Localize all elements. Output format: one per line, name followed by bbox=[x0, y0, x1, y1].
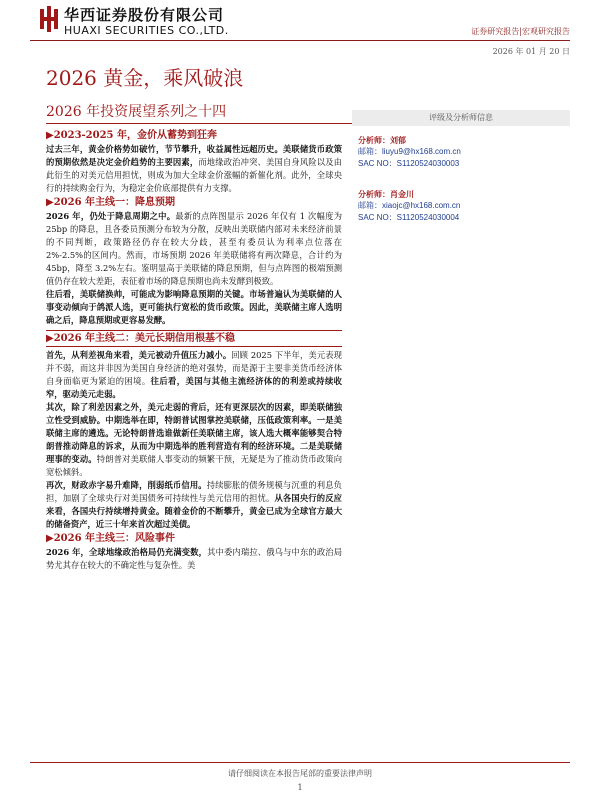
email-label: 邮箱： bbox=[358, 147, 382, 156]
analyst-sac-number: SAC NO：S1120524030003 bbox=[358, 159, 460, 168]
report-type: 证券研究报告|宏观研究报告 bbox=[471, 27, 570, 36]
company-name-cn: 华西证券股份有限公司 bbox=[64, 6, 225, 24]
footer-divider bbox=[30, 762, 570, 763]
report-title: 2026 黄金，乘风破浪 bbox=[46, 66, 244, 90]
analyst-card bbox=[358, 134, 568, 170]
analyst-email-link[interactable]: xiaojc@hx168.com.cn bbox=[382, 201, 461, 210]
page-number: 1 bbox=[297, 783, 303, 792]
header-divider bbox=[30, 40, 570, 41]
section-heading: ▶2026 年主线二：美元长期信用根基不稳 bbox=[46, 330, 342, 347]
paragraph: 2026 年，仍处于降息周期之中。最新的点阵图显示 2026 年仅有 1 次幅度为 25bp 的降息，且各委员预测分布较为分散，反映出美联储内部对未来经济前景的不同判断，政策路径仍存在较大分歧，甚至有委员认为利率点位落在 2%-2.5%的区间内。然而，市场预期 2026 年美联储将有两次降息，合计约为 45bp，降至 3.2%左右。鉴明显高于美联储的降息预期，但与点阵图的极端预测值仍存在较大差距，表征着市场的降息预期也尚未发酵到极致。 bbox=[46, 211, 342, 286]
analyst-card bbox=[358, 188, 568, 224]
report-body bbox=[46, 128, 342, 572]
section-heading: ▶2026 年主线三：风险事件 bbox=[46, 533, 176, 544]
report-date: 2026 年 01 月 20 日 bbox=[492, 47, 570, 56]
section-heading: ▶2023-2025 年，金价从蓄势到狂奔 bbox=[46, 130, 217, 141]
company-name-en: HUAXI SECURITIES CO.,LTD. bbox=[64, 24, 229, 37]
paragraph: 过去三年，黄金价格势如破竹，节节攀升，收益属性远超历史。美联储货币政策的预期依然是决定金价趋势的主要因素，而地缘政治冲突、美国自身风险以及由此衍生的对美元信用担忧，则成为加大全球金价涨幅的新催化剂。此外，全球央行的持续购金行为，为稳定金价底部提供有力支撑。 bbox=[46, 144, 342, 193]
paragraph: 2026 年，全球地缘政治格局仍充满变数，其中委内瑞拉、俄乌与中东的政治局势尤其存在较大的不确定性与复杂性。美 bbox=[46, 547, 342, 570]
paragraph: 首先，从利差视角来看，美元被动升值压力减小。回顾 2025 下半年，美元表现并不弱，而这并非因为美国自身经济的绝对强势，而是源于主要非美货币经济体自身面临更为紧迫的困境。往后看，美国与其他主流经济体的的利差或持续收窄，驱动美元走弱。 bbox=[46, 350, 342, 399]
report-subtitle: 2026 年投资展望系列之十四 bbox=[46, 104, 227, 120]
analyst-name: 分析师：刘郁 bbox=[358, 135, 406, 145]
email-label: 邮箱： bbox=[358, 201, 382, 210]
analyst-sac-number: SAC NO：S1120524030004 bbox=[358, 213, 460, 222]
paragraph: 再次，财政赤字易升难降，削弱纸币信用。持续膨胀的债务规模与沉重的利息负担，加剧了全球央行对美国债务可持续性与美元信用的担忧。从各国央行的反应来看，各国央行持续增持黄金。随着金价的不断攀升，黄金已成为全球官方最大的储备资产，近三十年来首次超过美债。 bbox=[46, 480, 342, 529]
analyst-email-row bbox=[358, 146, 568, 158]
paragraph: 其次，除了利差因素之外，美元走弱的背后，还有更深层次的因素，即美联储独立性受到威胁。中期选举在即，特朗普试图掌控美联储，压低政策利率。一是美联储主席的遴选。无论特朗普选谁做新任美联储主席，该人选大概率能够契合特朗普推动降息的诉求，从而为中期选举的胜利营造有利的经济环境。二是美联储理事的变动。特朗普对美联储人事变动的频繁干预，无疑是为了推动货币政策向宽松倾斜。 bbox=[46, 402, 342, 477]
analyst-email-row bbox=[358, 200, 568, 212]
analyst-name: 分析师：肖金川 bbox=[358, 189, 414, 199]
paragraph: 往后看，美联储换帅，可能成为影响降息预期的关键。市场普遍认为美联储的人事变动倾向于鸽派人选，更可能执行宽松的货币政策。因此，美联储主席人选明确之后，降息预期或更容易发酵。 bbox=[46, 289, 342, 325]
section-heading: ▶2026 年主线一：降息预期 bbox=[46, 197, 176, 208]
legal-disclaimer: 请仔细阅读在本报告尾部的重要法律声明 bbox=[228, 769, 372, 778]
huaxi-logo-icon bbox=[38, 6, 60, 32]
rating-analyst-heading: 评级及分析师信息 bbox=[352, 110, 570, 126]
analyst-email-link[interactable]: liuyu9@hx168.com.cn bbox=[382, 147, 461, 156]
